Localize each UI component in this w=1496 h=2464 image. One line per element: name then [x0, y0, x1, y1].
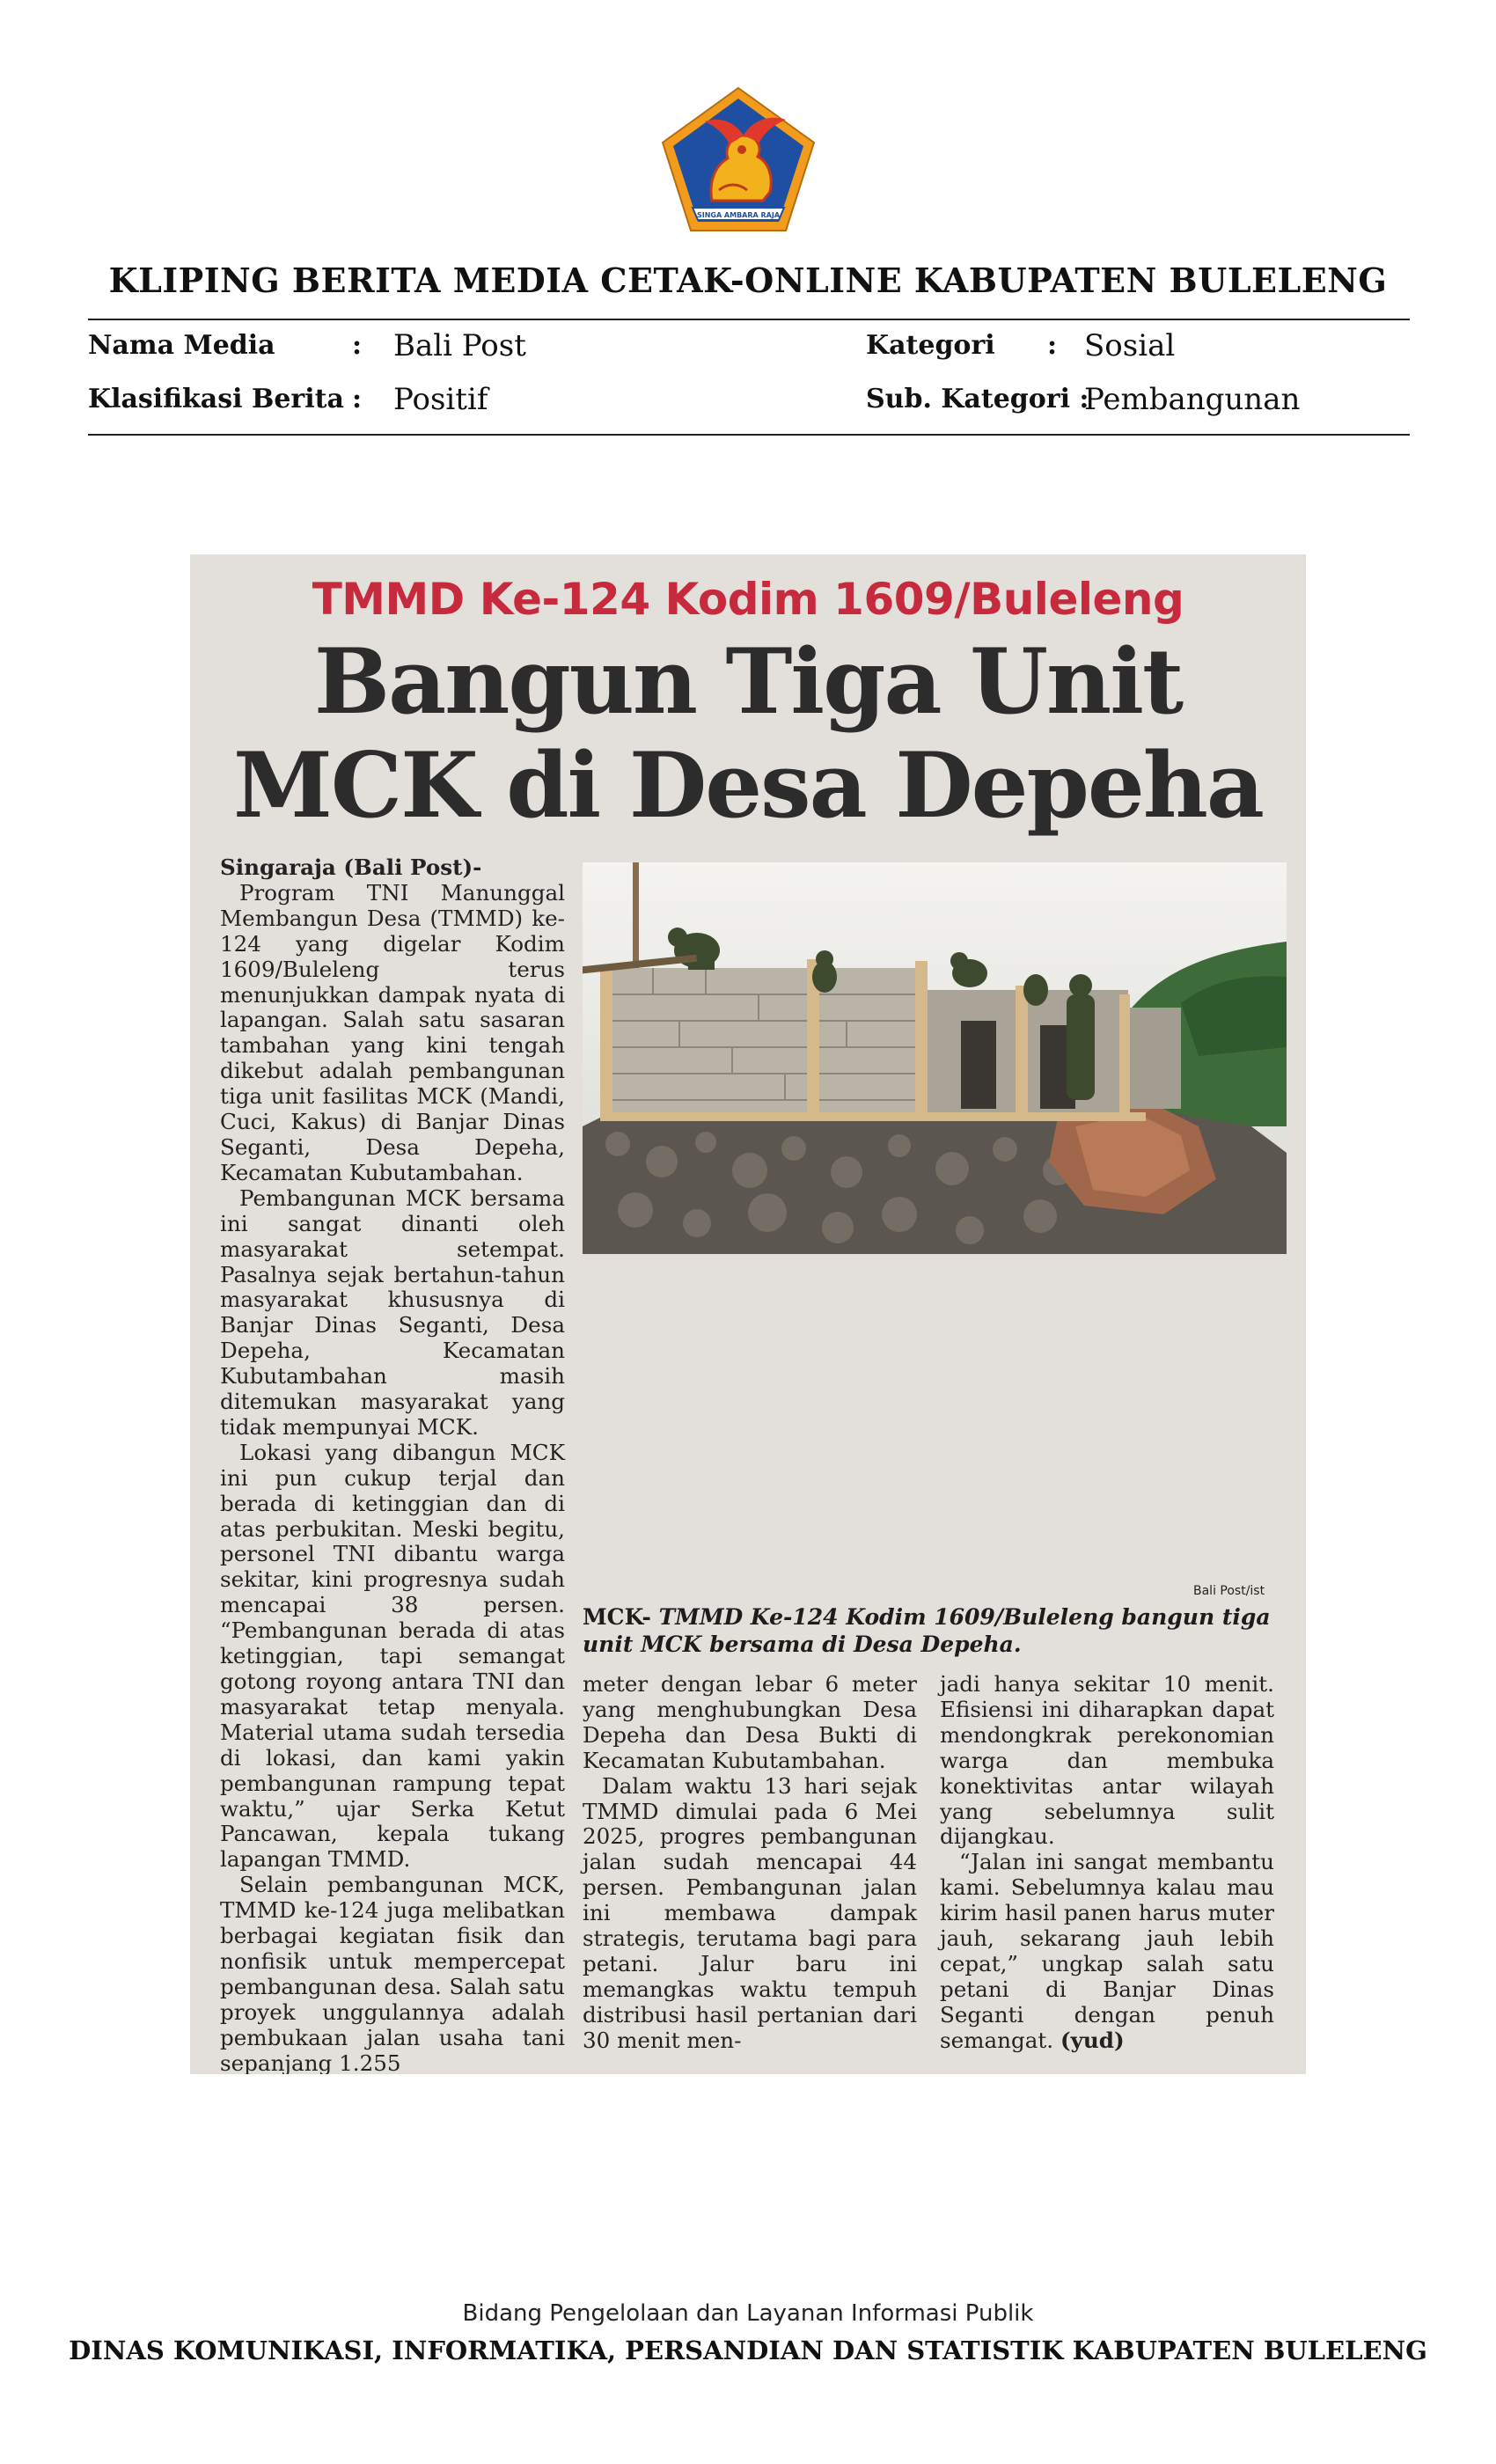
logo-motto: SINGA AMBARA RAJA [696, 211, 781, 219]
nama-media-colon: : [352, 330, 363, 361]
nama-media-value: Bali Post [393, 328, 526, 363]
article-paragraph: Lokasi yang dibangun MCK ini pun cukup terjal dan berada di ketinggian dan di atas perbukitan. Meski begitu, personel TNI dibantu warga sekitar, kini progresnya sudah mencapai 38 persen. “Pembangunan berada di atas ketinggian, tapi semangat gotong royong antara TNI dan masyarakat tetap menyala. Material utama sudah tersedia di lokasi, dan kami yakin pembangunan rampung tepat waktu,” ujar Serka Ketut Pancawan, kepala tukang lapangan TMMD. [220, 1439, 565, 1873]
article-paragraph: meter dengan lebar 6 meter yang menghubungkan Desa Depeha dan Desa Bukti di Kecamatan Kubutambahan. [583, 1671, 917, 1773]
article-paragraph: jadi hanya sekitar 10 menit. Efisiensi ini diharapkan dapat mendongkrak perekonomian warga dan membuka konektivitas antar wilayah yang sebelumnya sulit dijangkau. [940, 1671, 1274, 1850]
kategori-value: Sosial [1084, 328, 1176, 363]
sub-kategori-value: Pembangunan [1084, 382, 1301, 417]
kategori-label: Kategori [866, 330, 995, 361]
kategori-colon: : [1047, 330, 1058, 361]
klasifikasi-label: Klasifikasi Berita [88, 384, 344, 414]
klasifikasi-value: Positif [393, 382, 488, 417]
photo-caption [583, 1603, 1278, 1658]
header-rule-bottom [88, 434, 1410, 436]
nama-media-label: Nama Media [88, 330, 275, 361]
article-paragraph [940, 1850, 1274, 2053]
article-paragraph: Dalam waktu 13 hari sejak TMMD dimulai pada 6 Mei 2025, progres pembangunan jalan sudah mencapai 44 persen. Pembangunan jalan ini membawa dampak strategis, terutama bagi para petani. Jalur baru ini memangkas waktu tempuh distribusi hasil pertanian dari 30 menit men- [583, 1772, 917, 2053]
article-dateline: Singaraja (Bali Post)- [220, 854, 482, 880]
article-column-3 [940, 1672, 1274, 2054]
article-column-2 [583, 1672, 917, 2054]
article-paragraph: Program TNI Manunggal Membangun Desa (TMMD) ke-124 yang digelar Kodim 1609/Buleleng terus menunjukkan dampak nyata di lapangan. Salah satu sasaran tambahan yang kini tengah dikebut adalah pembangunan tiga unit fasilitas MCK (Mandi, Cuci, Kakus) di Banjar Dinas Seganti, Desa Depeha, Kecamatan Kubutambahan. [220, 879, 565, 1185]
quote-text: “Jalan ini sangat membantu kami. Sebelumnya kalau mau kirim hasil panen harus muter jauh, sekarang jauh lebih cepat,” ungkap salah satu petani di Banjar Dinas Seganti dengan penuh semangat. [940, 1849, 1274, 2053]
footer-agency: DINAS KOMUNIKASI, INFORMATIKA, PERSANDIAN DAN STATISTIK KABUPATEN BULELENG [69, 2336, 1427, 2365]
article-paragraph: Pembangunan MCK bersama ini sangat dinanti oleh masyarakat setempat. Pasalnya sejak bertahun-tahun masyarakat khususnya di Banjar Dinas Seganti, Desa Depeha, Kecamatan Kubutambahan masih ditemukan masyarakat yang tidak mempunyai MCK. [220, 1184, 565, 1440]
article-photo [583, 862, 1287, 1254]
sub-kategori-label: Sub. Kategori : [866, 384, 1089, 414]
article-headline [190, 630, 1306, 838]
document-title: KLIPING BERITA MEDIA CETAK-ONLINE KABUPATEN BULELENG [108, 260, 1388, 300]
article-paragraph: Selain pembangunan MCK, TMMD ke-124 juga melibatkan berbagai kegiatan fisik dan nonfisik untuk mempercepat pembangunan desa. Salah satu proyek unggulannya adalah pembukaan jalan usaha tani sepanjang 1.255 [220, 1872, 565, 2074]
photo-credit: Bali Post/ist [1193, 1584, 1265, 1598]
article-kicker: TMMD Ke-124 Kodim 1609/Buleleng [312, 574, 1184, 625]
author-signoff: (yud) [1060, 2027, 1125, 2053]
caption-label: MCK- [583, 1604, 651, 1630]
caption-text: TMMD Ke-124 Kodim 1609/Buleleng bangun tiga unit MCK bersama di Desa Depeha. [583, 1604, 1271, 1657]
singa-ambara-raja-logo [657, 84, 819, 236]
footer-unit: Bidang Pengelolaan dan Layanan Informasi Publik [462, 2300, 1034, 2327]
header-rule-top [88, 319, 1410, 320]
headline-line-1: Bangun Tiga Unit [313, 629, 1183, 735]
headline-line-2: MCK di Desa Depeha [232, 733, 1264, 839]
newspaper-clipping [190, 554, 1306, 2074]
klasifikasi-colon: : [352, 384, 363, 414]
article-column-1 [220, 855, 565, 2074]
